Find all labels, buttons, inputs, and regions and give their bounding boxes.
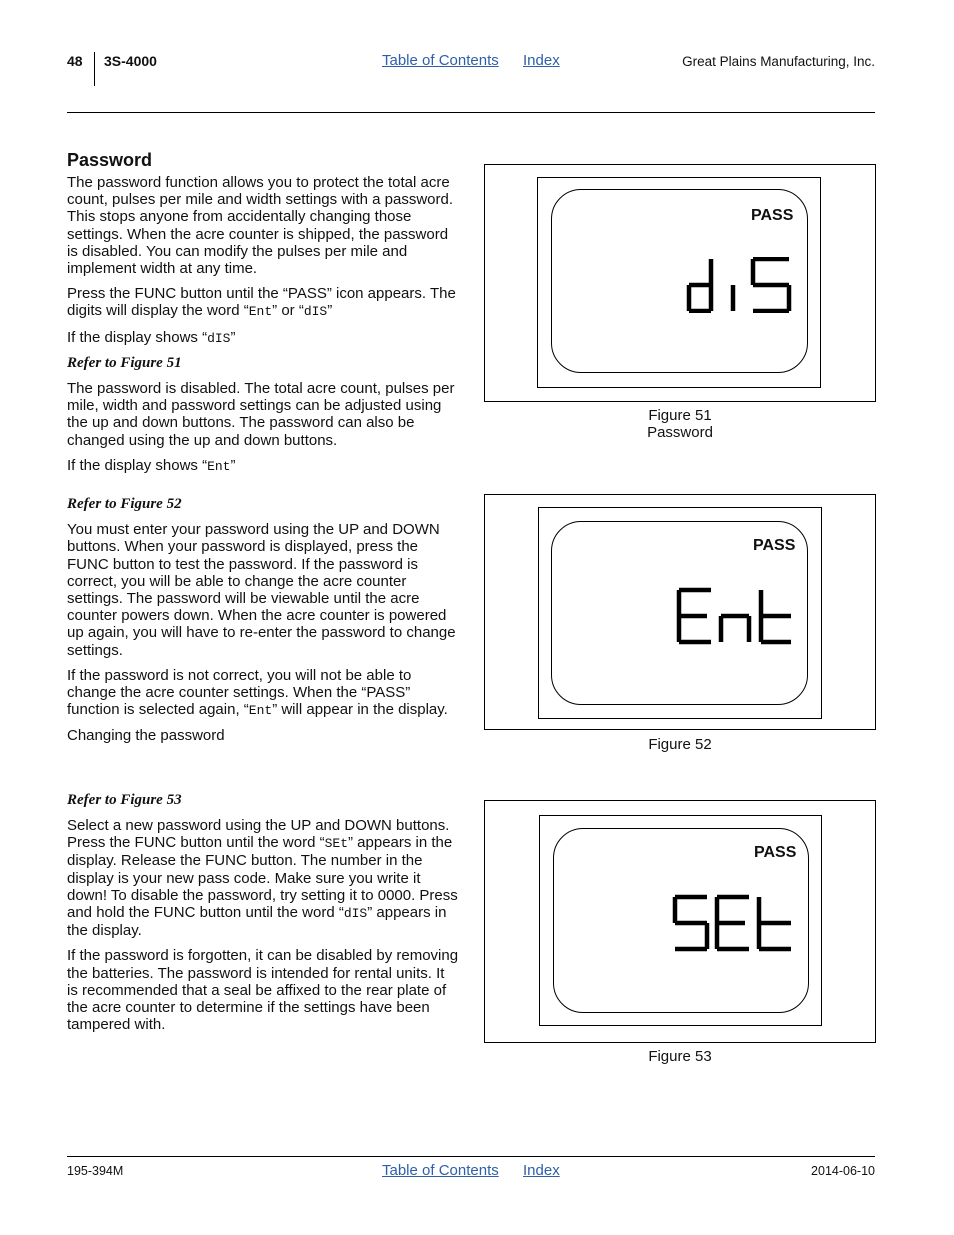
- header-toc-link[interactable]: Table of Contents: [382, 52, 499, 69]
- header-divider: [94, 52, 95, 86]
- figure-52-caption: Figure 52: [648, 736, 712, 753]
- figure-53-caption: Figure 53: [648, 1048, 712, 1065]
- header-index-link[interactable]: Index: [523, 52, 560, 69]
- lcd-digits-set: [671, 894, 795, 952]
- pass-icon: PASS: [751, 207, 794, 224]
- header-rule: [67, 112, 875, 113]
- footer-index-link[interactable]: Index: [523, 1162, 560, 1179]
- figure-51-frame: [484, 164, 876, 402]
- pass-icon: PASS: [753, 537, 796, 554]
- paragraph: If the display shows “dIS”: [67, 328, 236, 346]
- paragraph: Press the FUNC button until the “PASS” icon appears. The digits will display the word “Ent” or “dIS”: [67, 285, 456, 320]
- section-title: Password: [67, 150, 153, 170]
- lcd-digits-dis: [685, 257, 795, 313]
- lcd-digits-ent: [675, 587, 795, 645]
- footer-toc-link[interactable]: Table of Contents: [382, 1162, 499, 1179]
- footer-rule: [67, 1156, 875, 1157]
- paragraph: If the password is forgotten, it can be disabled by removing the batteries. The password is intended for rental units. It is recommended that a seal be affixed to the rear plate of the acre counter to determine if the settings have been tampered with.: [67, 947, 459, 1034]
- pass-icon: PASS: [754, 844, 797, 861]
- paragraph: Select a new password using the UP and DOWN buttons. Press the FUNC button until the word “SEt” appears in the display. Release the FUNC button. The number in the display is your new pass code. Make sure you write it down! To disable the password, try setting it to 0000. Press and hold the FUNC button until the word “dIS” appears in the display.: [67, 816, 458, 940]
- figure-52-frame: [484, 494, 876, 730]
- paragraph: The password function allows you to protect the total acre count, pulses per mile and width settings with a password. This stops anyone from accidentally changing those settings. When the acre counter is shipped, the password is disabled. You can modify the pulses per mile and implement width at any time.: [67, 174, 454, 278]
- paragraph: Changing the password: [67, 727, 225, 745]
- figure-reference: Refer to Figure 51: [67, 354, 182, 371]
- doc-number: 195-394M: [67, 1164, 124, 1178]
- figure-reference: Refer to Figure 52: [67, 496, 182, 513]
- paragraph: If the password is not correct, you will not be able to change the acre counter settings. When the “PASS” function is selected again, “Ent” will appear in the display.: [67, 666, 448, 719]
- paragraph: If the display shows “Ent”: [67, 456, 236, 474]
- figure-reference: Refer to Figure 53: [67, 791, 182, 808]
- text-column: [67, 150, 459, 1041]
- company-name: Great Plains Manufacturing, Inc.: [682, 54, 875, 69]
- figure-53-frame: [484, 800, 876, 1043]
- figure-51-caption: Figure 51 Password: [647, 407, 713, 441]
- paragraph: You must enter your password using the UP and DOWN buttons. When your password is displayed, press the FUNC button to test the password. If the password is correct, you will be able to change the acre counter settings. The password will be viewable until the acre counter powers down. When the acre counter is powered up again, you will have to re-enter the password to change settings.: [67, 521, 456, 659]
- page-number: 48: [67, 53, 83, 69]
- revision-date: 2014-06-10: [811, 1164, 875, 1178]
- model-name: 3S-4000: [104, 53, 157, 69]
- paragraph: The password is disabled. The total acre count, pulses per mile, width and password settings can be adjusted using the up and down buttons. The password can also be changed using the up and down buttons.: [67, 380, 455, 449]
